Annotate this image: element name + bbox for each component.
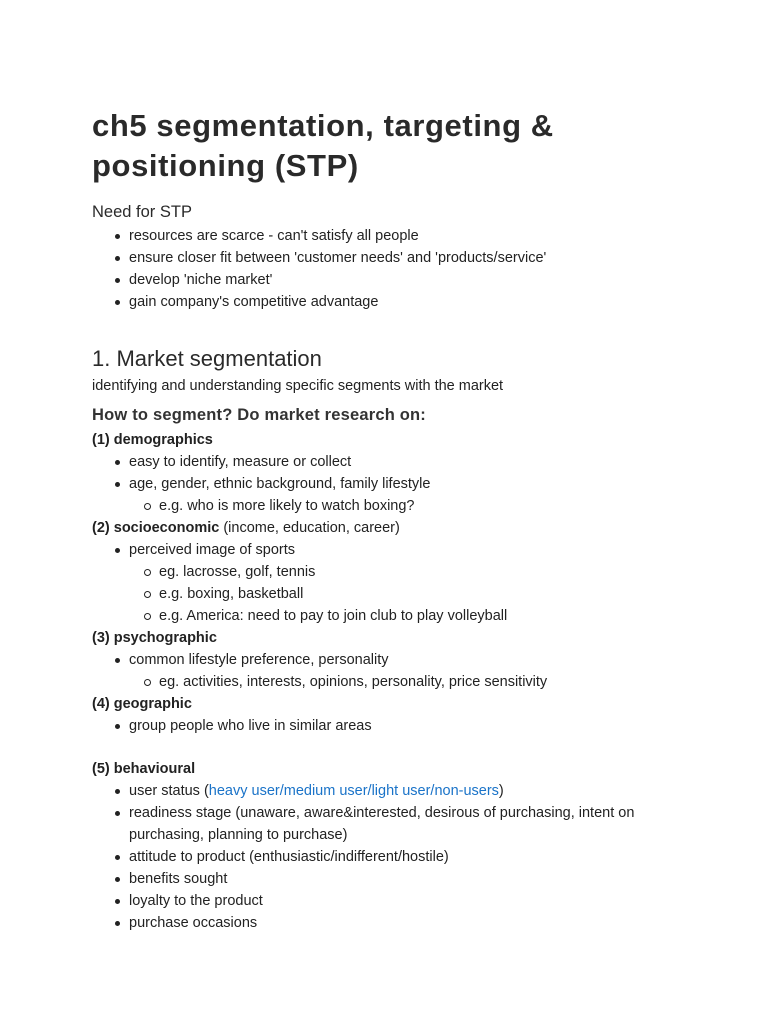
sub-list-item: eg. lacrosse, golf, tennis	[159, 561, 315, 583]
list-item: attitude to product (enthusiastic/indifferent/hostile)	[129, 846, 449, 868]
list-item: ensure closer fit between 'customer needs' and 'products/service'	[129, 247, 546, 269]
category-line	[92, 517, 400, 539]
category-label: (1) demographics	[92, 432, 213, 448]
list-item: develop 'niche market'	[129, 269, 272, 291]
list-item: loyalty to the product	[129, 890, 263, 912]
section-heading: 1. Market segmentation	[92, 346, 322, 371]
list-item: common lifestyle preference, personality	[129, 649, 389, 671]
sub-list-item: e.g. boxing, basketball	[159, 583, 303, 605]
sub-list-item: e.g. who is more likely to watch boxing?	[159, 495, 415, 517]
sub-list-item: eg. activities, interests, opinions, personality, price sensitivity	[159, 671, 547, 693]
need-heading: Need for STP	[92, 203, 192, 221]
list-item: easy to identify, measure or collect	[129, 451, 351, 473]
category-label: (5) behavioural	[92, 761, 196, 777]
category-label: (3) psychographic	[92, 630, 217, 646]
list-item	[129, 780, 504, 802]
section-description: identifying and understanding specific segments with the market	[92, 378, 504, 394]
page-title: ch5 segmentation, targeting & positioning (STP)	[92, 108, 554, 183]
list-item: age, gender, ethnic background, family lifestyle	[129, 473, 430, 495]
list-item: gain company's competitive advantage	[129, 291, 378, 313]
list-item: benefits sought	[129, 868, 227, 890]
list-item: perceived image of sports	[129, 539, 295, 561]
user-status-link[interactable]: heavy user/medium user/light user/non-users	[208, 783, 499, 799]
category-note: (income, education, career)	[219, 520, 400, 536]
category-label: (2) socioeconomic	[92, 520, 220, 536]
list-item: resources are scarce - can't satisfy all people	[129, 225, 419, 247]
how-heading: How to segment? Do market research on:	[92, 406, 427, 424]
status-prefix: user status (	[129, 783, 209, 799]
category-label: (4) geographic	[92, 696, 192, 712]
status-suffix: )	[498, 783, 504, 799]
sub-list-item: e.g. America: need to pay to join club to play volleyball	[159, 605, 507, 627]
list-item: group people who live in similar areas	[129, 715, 372, 737]
list-item: purchase occasions	[129, 912, 257, 934]
list-item: readiness stage (unaware, aware&interested, desirous of purchasing, intent on purchasing, planning to purchase)	[129, 802, 674, 846]
